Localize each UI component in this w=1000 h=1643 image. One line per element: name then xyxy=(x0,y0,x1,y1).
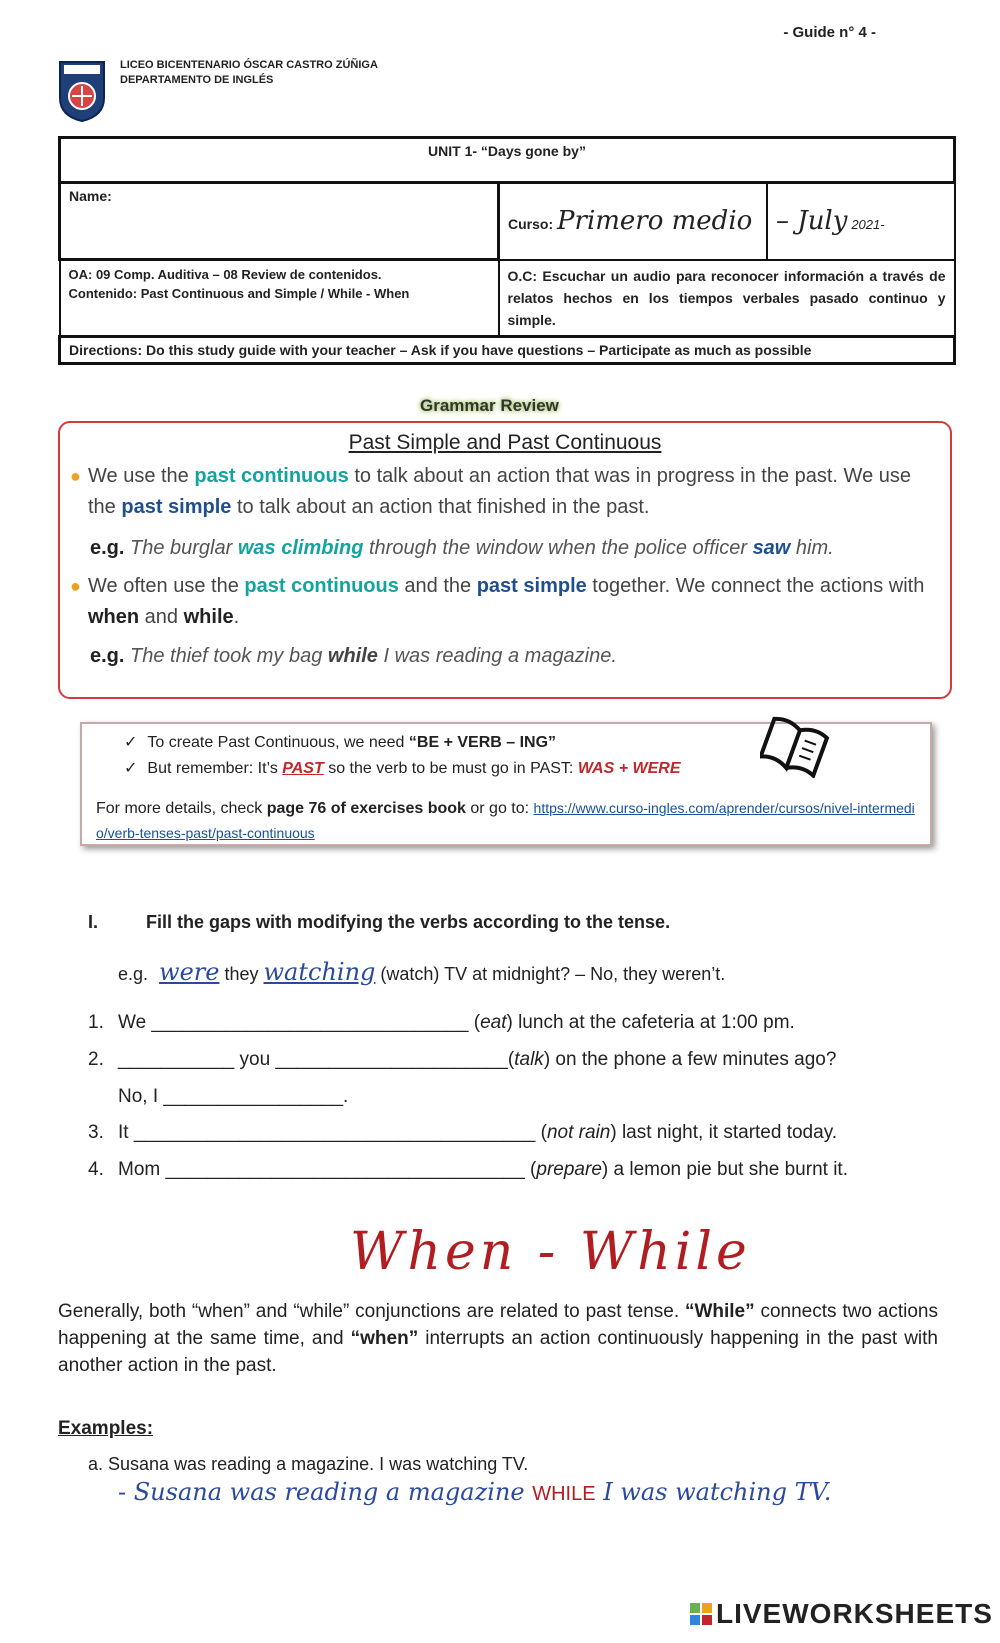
exercise-1-title: Fill the gaps with modifying the verbs according to the tense. xyxy=(146,912,671,932)
item-text: Mom __________________________________ ( xyxy=(118,1159,537,1180)
tip-2-text: so the verb to be must go in PAST: xyxy=(323,760,578,777)
department-name: DEPARTAMENTO DE INGLÉS xyxy=(120,74,274,86)
tip-1-formula: “BE + VERB – ING” xyxy=(408,734,557,751)
bullet-1 xyxy=(70,461,928,523)
liveworksheets-brand: LIVEWORKSHEETS xyxy=(716,1598,993,1629)
exercise-item-3[interactable] xyxy=(88,1122,837,1144)
guide-number: - Guide n° 4 - xyxy=(783,24,876,41)
while-term: while xyxy=(183,606,234,628)
header-table xyxy=(58,136,956,365)
bullet-1-text: to talk about an action that was in progress in the past. We use the xyxy=(88,465,911,518)
example-1-text: him. xyxy=(790,537,834,559)
bullet-2-text: and xyxy=(139,606,184,628)
item-verb: prepare xyxy=(536,1159,602,1180)
item-number: 3. xyxy=(88,1122,104,1143)
tip-1-text: To create Past Continuous, we need xyxy=(147,734,409,751)
tip-2 xyxy=(124,758,681,778)
exercise-1-example xyxy=(118,958,725,986)
curso-value: Primero medio xyxy=(557,206,753,237)
example-answer-1: were xyxy=(159,958,220,986)
examples-heading: Examples: xyxy=(58,1418,154,1439)
explanation-text: Generally, both “when” and “while” conjunctions are related to past tense. xyxy=(58,1301,685,1322)
exercise-1-heading xyxy=(88,912,670,933)
example-a-answer xyxy=(118,1478,831,1506)
past-continuous-term: past continuous xyxy=(194,465,349,487)
item-text: We ______________________________ ( xyxy=(118,1012,481,1033)
past-simple-term: past simple xyxy=(121,496,232,518)
bullet-2 xyxy=(70,571,928,633)
explanation-while: “While” xyxy=(684,1301,755,1322)
bullet-2-text: . xyxy=(233,606,240,628)
when-term: when xyxy=(88,606,140,628)
bullet-1-text: to talk about an action that finished in the past. xyxy=(231,496,650,518)
eg-label: e.g. xyxy=(90,537,125,559)
bullet-2-text: together. We connect the actions with xyxy=(586,575,925,597)
exercise-item-4[interactable] xyxy=(88,1159,848,1181)
reference-link[interactable]: https://www.curso-ingles.com/aprender/cursos/nivel-intermedio/verb-tenses-past/past-continuous xyxy=(96,800,915,841)
bullet-1-text: We use the xyxy=(88,465,195,487)
item-number: 4. xyxy=(88,1159,104,1180)
item-verb: talk xyxy=(514,1049,544,1070)
directions: Directions: Do this study guide with your teacher – Ask if you have questions – Participate as much as possible xyxy=(60,336,955,363)
example-label: e.g. xyxy=(118,964,149,984)
item-text: ) on the phone a few minutes ago? xyxy=(543,1049,837,1070)
book-icon xyxy=(760,716,832,778)
bullet-2-text: and the xyxy=(398,575,477,597)
bullet-dot-icon: ● xyxy=(70,466,81,486)
liveworksheets-logo[interactable] xyxy=(690,1598,993,1630)
example-a: a. Susana was reading a magazine. I was watching TV. xyxy=(88,1454,529,1474)
example-text: (watch) TV at midnight? – No, they weren’t. xyxy=(375,964,726,984)
explanation-when: “when” xyxy=(350,1328,419,1349)
past-continuous-term: past continuous xyxy=(244,575,399,597)
date-field xyxy=(767,183,955,260)
answer-text: I was watching TV. xyxy=(595,1478,832,1506)
item-text: It ______________________________________ ( xyxy=(118,1122,547,1143)
oa-line: OA: 09 Comp. Auditiva – 08 Review de contenidos. xyxy=(68,267,382,282)
answer-while: WHILE xyxy=(532,1483,596,1505)
grammar-box xyxy=(58,421,952,699)
school-name-line: LICEO BICENTENARIO ÓSCAR CASTRO ZÚÑIGA xyxy=(120,59,378,71)
item-verb: not rain xyxy=(546,1122,611,1143)
date-year: 2021- xyxy=(851,217,885,233)
example-1 xyxy=(90,537,834,560)
tip-2-was-were: WAS + WERE xyxy=(577,760,681,777)
example-answer-2: watching xyxy=(263,958,376,986)
tip-1 xyxy=(124,732,556,752)
exercise-item-2[interactable] xyxy=(88,1049,836,1071)
example-1-pc: was climbing xyxy=(237,537,364,559)
check-icon: ✓ xyxy=(124,734,138,751)
school-name xyxy=(120,58,378,88)
item-verb: eat xyxy=(480,1012,507,1033)
name-field[interactable] xyxy=(60,183,499,260)
example-2 xyxy=(90,645,617,668)
name-label: Name: xyxy=(69,188,112,204)
item-text: ) last night, it started today. xyxy=(610,1122,838,1143)
item-text: ) lunch at the cafeteria at 1:00 pm. xyxy=(506,1012,795,1033)
oc-cell: O.C: Escuchar un audio para reconocer información a través de relatos hechos en los tiempos verbales pasado continuo y simple. xyxy=(499,260,955,337)
tip-2-text: But remember: It’s xyxy=(147,760,283,777)
item-number: 1. xyxy=(88,1012,104,1033)
example-1-ps: saw xyxy=(752,537,791,559)
example-2-while: while xyxy=(327,645,378,667)
grammar-review-title: Grammar Review xyxy=(420,396,559,415)
example-1-text: The burglar xyxy=(124,537,238,559)
when-while-title: When - While xyxy=(350,1222,751,1282)
past-simple-term: past simple xyxy=(476,575,587,597)
curso-field xyxy=(499,183,768,260)
unit-title: UNIT 1- “Days gone by” xyxy=(60,138,955,183)
curso-label: Curso: xyxy=(508,216,554,233)
liveworksheets-icon xyxy=(690,1603,712,1625)
date-month: – July xyxy=(776,206,848,237)
more-details-text: For more details, check xyxy=(96,800,267,817)
school-crest-icon xyxy=(58,60,106,122)
explanation-text: interrupts an action continuously happening in the past with another action in the past. xyxy=(58,1328,938,1376)
oa-cell xyxy=(60,260,499,337)
explanation-text: connects two actions happening at the same time, and xyxy=(58,1301,938,1349)
item-text: ___________ you ______________________( xyxy=(118,1049,515,1070)
item-number: 2. xyxy=(88,1049,104,1070)
more-details-text: or go to: xyxy=(465,800,534,817)
bullet-dot-icon: ● xyxy=(70,576,81,596)
grammar-box-title: Past Simple and Past Continuous xyxy=(348,431,662,454)
check-icon: ✓ xyxy=(124,760,138,777)
exercise-item-2-answer[interactable]: No, I _________________. xyxy=(118,1086,349,1107)
exercise-item-1[interactable] xyxy=(88,1012,795,1034)
example-text: they xyxy=(219,964,264,984)
more-details xyxy=(96,796,916,846)
more-details-book: page 76 of exercises book xyxy=(266,800,466,817)
contenido-line: Contenido: Past Continuous and Simple / While - When xyxy=(68,286,410,301)
example-2-text: I was reading a magazine. xyxy=(377,645,617,667)
bullet-2-text: We often use the xyxy=(88,575,245,597)
exercise-1-number: I. xyxy=(88,912,99,932)
eg-label: e.g. xyxy=(90,645,125,667)
when-while-explanation xyxy=(58,1298,938,1379)
answer-text: - Susana was reading a magazine xyxy=(118,1478,533,1506)
example-1-text: through the window when the police officer xyxy=(363,537,753,559)
tip-2-past: PAST xyxy=(282,760,324,777)
item-text: ) a lemon pie but she burnt it. xyxy=(601,1159,848,1180)
example-2-text: The thief took my bag xyxy=(124,645,328,667)
